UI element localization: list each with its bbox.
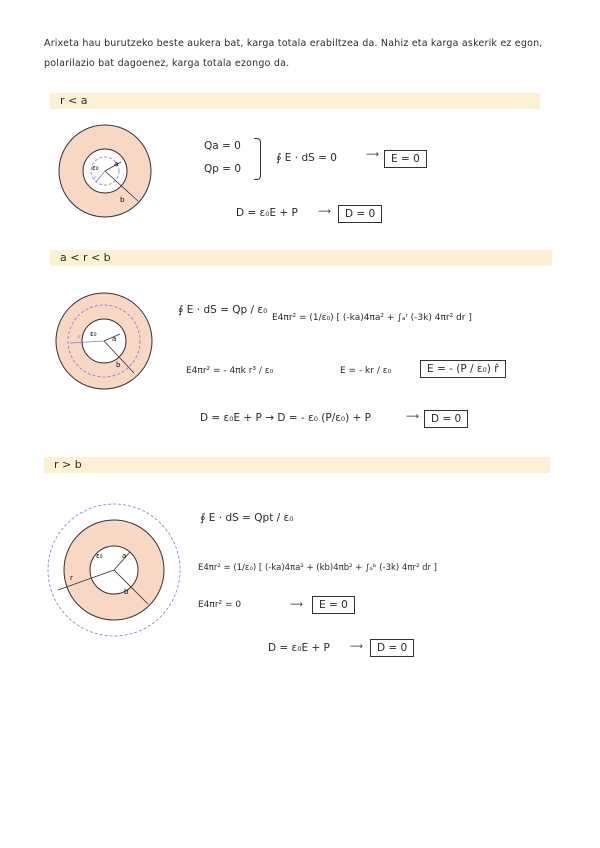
- d-equation-3: D = ε₀E + P: [268, 642, 330, 654]
- intro-line-2: polarilazio bat dagoenez, karga totala ezongo da.: [44, 58, 290, 69]
- section-header-a-r-b: [50, 250, 552, 266]
- sphere-diagram-3: [44, 500, 184, 640]
- step-2: E4πr² = - 4πk r³ / ε₀: [186, 366, 274, 376]
- eps-label: ε₀: [96, 552, 103, 560]
- arrow-5: ⟶: [350, 642, 363, 652]
- result-e-3: E = 0: [312, 596, 355, 614]
- step-2: E4πr² = 0: [198, 600, 242, 610]
- r-label: r: [70, 574, 73, 582]
- sphere-diagram-1: [58, 124, 158, 224]
- eps-label: ε₀: [90, 330, 97, 338]
- eps-label: ε₀: [92, 164, 99, 172]
- arrow-1: ⟶: [366, 150, 379, 160]
- charge-qp: Qp = 0: [204, 163, 242, 175]
- result-e-2: E = - (P / ε₀) r̂: [420, 360, 506, 378]
- step-1: E4πr² = (1/ε₀) [ (-ka)4πa² + (kb)4πb² + ∫ₐᵇ (-3k) 4πr² dr ]: [198, 563, 437, 573]
- intro-line-1: Arixeta hau burutzeko beste aukera bat, karga totala erabiltzea da. Nahiz eta karga askerik ez egon,: [44, 38, 543, 49]
- step-3: E = - kr / ε₀: [340, 366, 392, 376]
- gauss-law-2: ∮ E · dS = Qp / ε₀: [178, 304, 268, 316]
- d-equation-1: D = ε₀E + P: [236, 207, 298, 219]
- arrow-2: ⟶: [318, 207, 331, 217]
- result-e-1: E = 0: [384, 150, 427, 168]
- result-d-3: D = 0: [370, 639, 414, 657]
- charge-qa: Qa = 0: [204, 140, 241, 152]
- b-label: b: [124, 588, 129, 596]
- intro-text: [44, 34, 564, 74]
- section-label: a < r < b: [60, 251, 111, 264]
- d-line-2: D = ε₀E + P → D = - ε₀ (P/ε₀) + P: [200, 412, 372, 424]
- sphere-diagram-2: [54, 291, 158, 395]
- a-label: a: [114, 160, 119, 168]
- gauss-law-1: ∮ E · dS = 0: [276, 152, 337, 164]
- step-1: E4πr² = (1/ε₀) [ (-ka)4πa² + ∫ₐʳ (-3k) 4πr² dr ]: [272, 313, 472, 323]
- a-label: a: [122, 552, 127, 560]
- r-label: r: [94, 175, 97, 182]
- result-d-1: D = 0: [338, 205, 382, 223]
- r-label: r: [78, 334, 81, 341]
- section-header-r-greater-b: [44, 457, 550, 473]
- b-label: b: [120, 196, 125, 204]
- a-label: a: [112, 335, 117, 343]
- b-label: b: [116, 361, 121, 369]
- brace: [254, 138, 261, 180]
- arrow-4: ⟶: [290, 600, 303, 610]
- gauss-law-3: ∮ E · dS = Qpt / ε₀: [200, 512, 294, 524]
- section-header-r-less-a: [50, 93, 540, 109]
- arrow-3: ⟶: [406, 412, 419, 422]
- section-label: r < a: [60, 94, 88, 107]
- result-d-2: D = 0: [424, 410, 468, 428]
- section-label: r > b: [54, 458, 82, 471]
